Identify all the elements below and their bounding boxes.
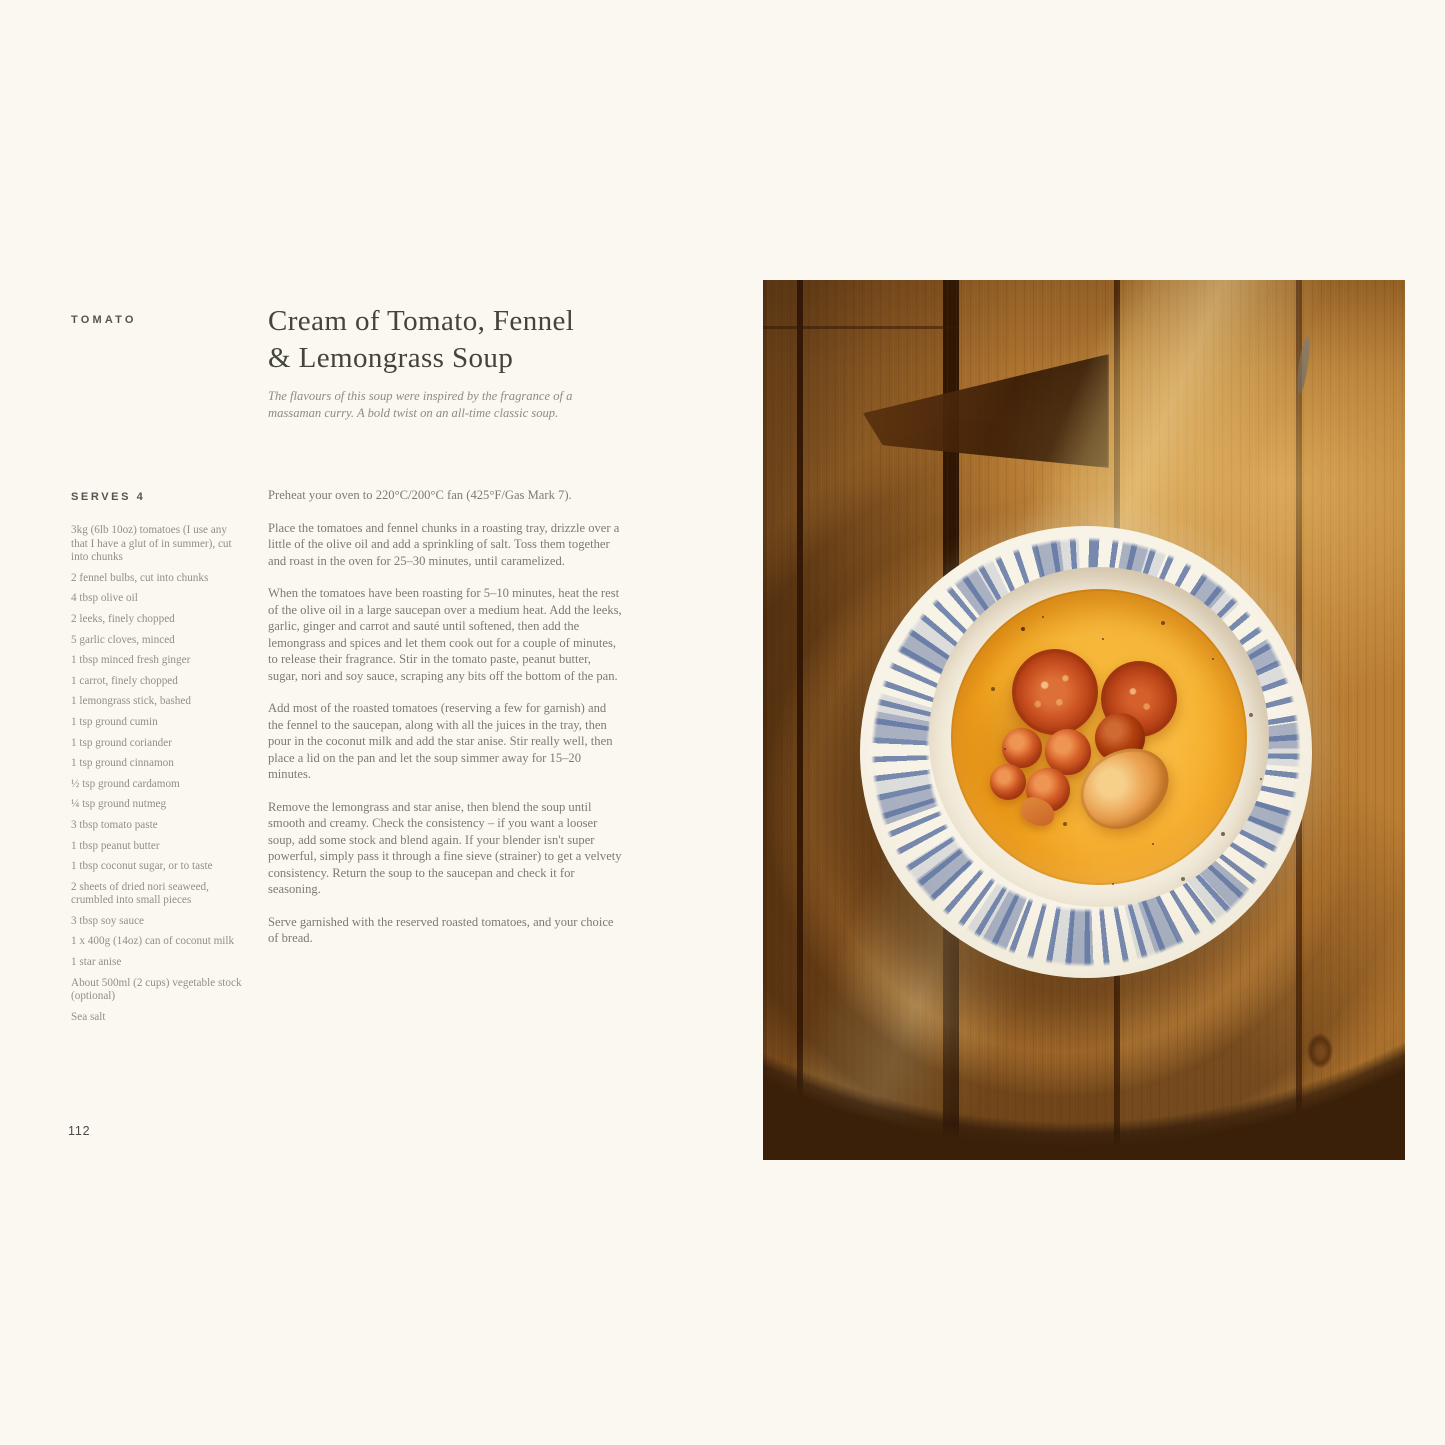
ingredient-item: Sea salt bbox=[71, 1010, 106, 1023]
method-paragraph: Serve garnished with the reserved roasted tomatoes, and your choice of bread. bbox=[268, 914, 614, 945]
black-pepper-specks bbox=[1021, 627, 1025, 631]
method-paragraph: Remove the lemongrass and star anise, then blend the soup until smooth and creamy. Check the consistency – if you want a looser soup, add some stock and blend again. If your blender isn't super powerful, simply pass it through a fine sieve (strainer) to get a velvety consistency. Return the soup to the saucepan and check it for seasoning. bbox=[268, 799, 622, 896]
soup-photo bbox=[763, 280, 1405, 1160]
tomato-soup bbox=[951, 589, 1247, 885]
ingredient-item: 1 tbsp peanut butter bbox=[71, 839, 160, 852]
ingredient-item: 3 tbsp soy sauce bbox=[71, 914, 145, 927]
recipe-title bbox=[268, 303, 688, 377]
ingredient-item: 1 tbsp coconut sugar, or to taste bbox=[71, 860, 213, 873]
roasted-tomato-slice bbox=[1012, 649, 1098, 735]
method-paragraph: Add most of the roasted tomatoes (reserving a few for garnish) and the fennel to the saucepan, along with all the juices in the tray, then pour in the coconut milk and add the star anise. Stir really well, then place a lid on the pan and let the soup simmer away for 15–20 minutes. bbox=[268, 701, 613, 781]
serves-label: SERVES 4 bbox=[71, 491, 146, 503]
recipe-intro: The flavours of this soup were inspired by the fragrance of a massaman curry. A bold twist on an all-time classic soup. bbox=[268, 389, 573, 420]
ingredient-item: 3 tbsp tomato paste bbox=[71, 818, 158, 831]
method-paragraph: When the tomatoes have been roasting for 5–10 minutes, heat the rest of the olive oil in a large saucepan over a medium heat. Add the leeks, garlic, ginger and carrot and sauté until softened, then add the lemongrass and spices and let them cook out for a couple of minutes, to release their fragrance. Stir in the tomato paste, peanut butter, sugar, nori and soy sauce, scraping any bits off the bottom of the pan. bbox=[268, 586, 622, 683]
ingredient-item: 2 sheets of dried nori seaweed, crumbled into small pieces bbox=[71, 880, 209, 907]
recipe-title-line: Cream of Tomato, Fennel bbox=[268, 305, 575, 337]
ingredient-item: 2 leeks, finely chopped bbox=[71, 612, 175, 625]
ingredient-item: 1 carrot, finely chopped bbox=[71, 674, 178, 687]
ingredient-item: 1 tsp ground coriander bbox=[71, 736, 172, 749]
ingredient-item: 5 garlic cloves, minced bbox=[71, 633, 175, 646]
recipe-title-line: & Lemongrass Soup bbox=[268, 342, 514, 374]
ingredient-item: ½ tsp ground cardamom bbox=[71, 777, 180, 790]
ingredient-item: 1 tbsp minced fresh ginger bbox=[71, 654, 191, 667]
ingredient-item: 3kg (6lb 10oz) tomatoes (I use any that I have a glut of in summer), cut into chunks bbox=[71, 524, 232, 564]
ingredient-item: 4 tbsp olive oil bbox=[71, 592, 138, 605]
ingredient-item: 1 x 400g (14oz) can of coconut milk bbox=[71, 935, 235, 948]
ingredient-item: 2 fennel bulbs, cut into chunks bbox=[71, 571, 209, 584]
ingredient-item: 1 tsp ground cumin bbox=[71, 715, 158, 728]
method-steps bbox=[268, 487, 622, 963]
page-number: 112 bbox=[68, 1124, 91, 1138]
roasted-cherry-tomato bbox=[990, 764, 1026, 800]
category-label: TOMATO bbox=[71, 314, 137, 326]
ingredient-item: ¼ tsp ground nutmeg bbox=[71, 798, 167, 811]
method-paragraph: Place the tomatoes and fennel chunks in a roasting tray, drizzle over a little of the olive oil and add a sprinkling of salt. Toss them together and roast in the oven for 25–30 minutes, until caramelized. bbox=[268, 520, 620, 568]
ingredient-item: About 500ml (2 cups) vegetable stock (optional) bbox=[71, 976, 242, 1003]
ingredient-item: 1 lemongrass stick, bashed bbox=[71, 695, 191, 708]
ingredients-list bbox=[71, 524, 245, 1031]
soup-plate bbox=[860, 526, 1312, 978]
method-paragraph: Preheat your oven to 220°C/200°C fan (425°F/Gas Mark 7). bbox=[268, 488, 572, 502]
roasted-cherry-tomato bbox=[1002, 728, 1042, 768]
ingredient-item: 1 tsp ground cinnamon bbox=[71, 757, 174, 770]
ingredient-item: 1 star anise bbox=[71, 956, 122, 969]
